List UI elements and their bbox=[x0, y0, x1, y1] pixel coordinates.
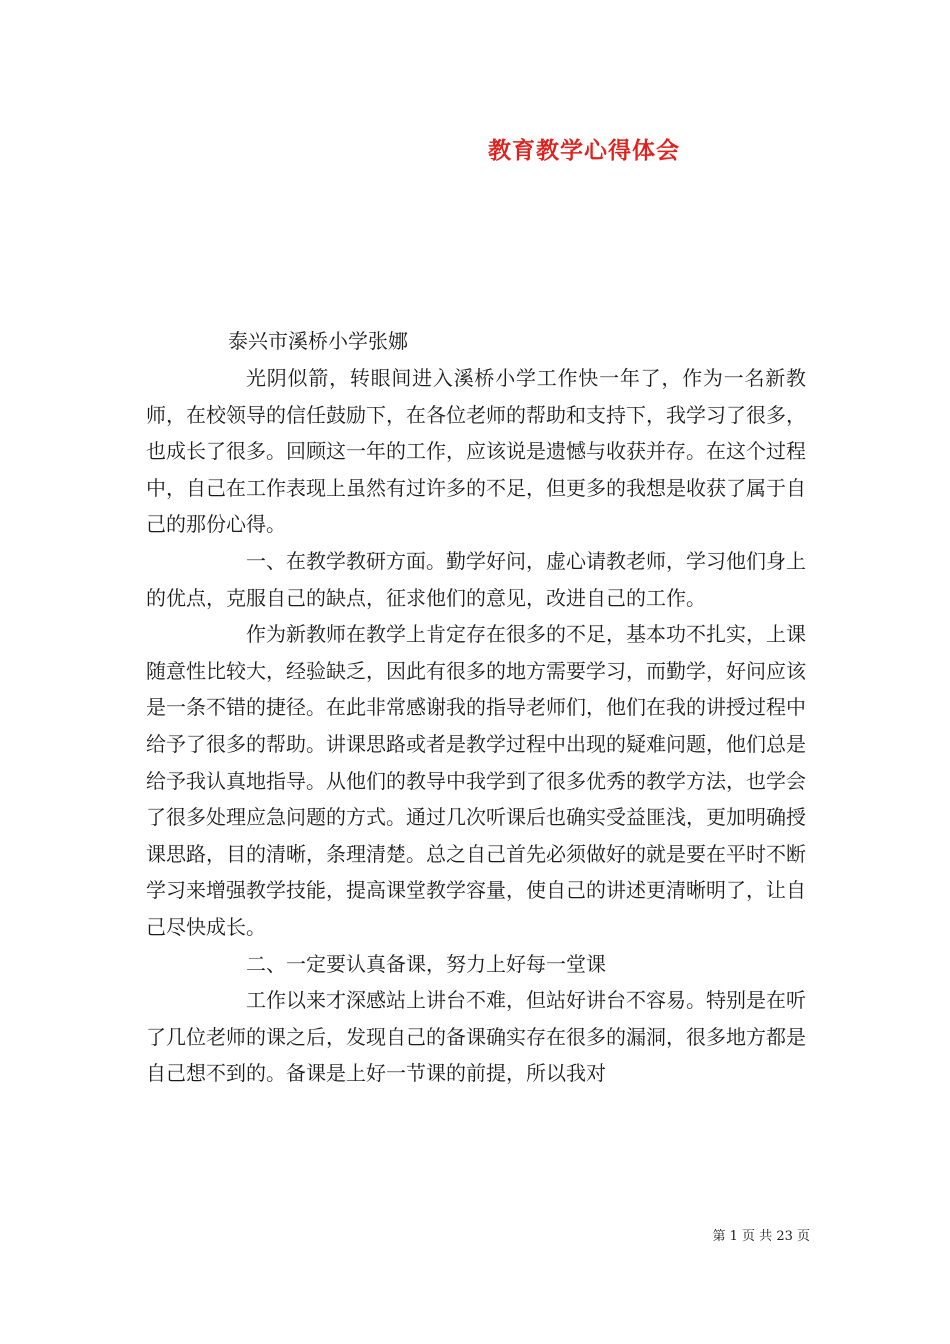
document-body bbox=[146, 360, 806, 1092]
page-number-footer: 第 1 页 共 23 页 bbox=[712, 1229, 810, 1244]
document-title: 教育教学心得体会 bbox=[488, 137, 680, 164]
paragraph: 作为新教师在教学上肯定存在很多的不足，基本功不扎实，上课随意性比较大，经验缺乏，因此有很多的地方需要学习，而勤学，好问应该是一条不错的捷径。在此非常感谢我的指导老师们，他们在我的讲授过程中给予了很多的帮助。讲课思路或者是教学过程中出现的疑难问题，他们总是给予我认真地指导。从他们的教导中我学到了很多优秀的教学方法，也学会了很多处理应急问题的方式。通过几次听课后也确实受益匪浅，更加明确授课思路，目的清晰，条理清楚。总之自己首先必须做好的就是要在平时不断学习来增强教学技能，提高课堂教学容量，使自己的讲述更清晰明了，让自己尽快成长。 bbox=[146, 622, 806, 939]
paragraph: 工作以来才深感站上讲台不难，但站好讲台不容易。特别是在听了几位老师的课之后，发现自己的备课确实存在很多的漏洞，很多地方都是自己想不到的。备课是上好一节课的前提，所以我对 bbox=[146, 988, 806, 1086]
author-line: 泰兴市溪桥小学张娜 bbox=[228, 329, 408, 353]
section-heading: 二、一定要认真备课，努力上好每一堂课 bbox=[246, 951, 606, 976]
paragraph: 光阴似箭，转眼间进入溪桥小学工作快一年了，作为一名新教师，在校领导的信任鼓励下，在各位老师的帮助和支持下，我学习了很多，也成长了很多。回顾这一年的工作，应该说是遗憾与收获并存。在这个过程中，自己在工作表现上虽然有过许多的不足，但更多的我想是收获了属于自己的那份心得。 bbox=[146, 366, 806, 537]
paragraph: 一、在教学教研方面。勤学好问，虚心请教老师，学习他们身上的优点，克服自己的缺点，征求他们的意见，改进自己的工作。 bbox=[146, 548, 806, 610]
